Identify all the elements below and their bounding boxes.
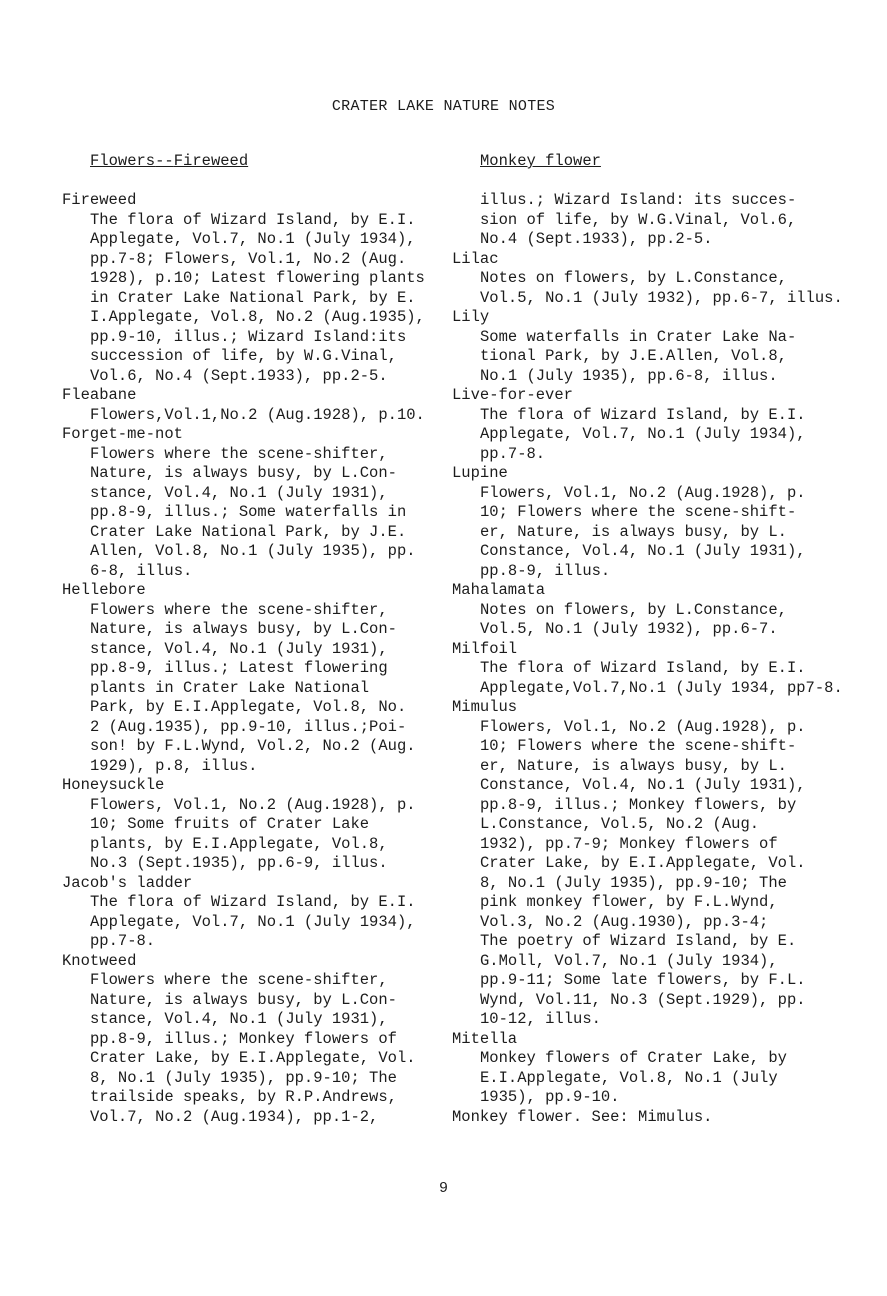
entry-term: Forget-me-not bbox=[62, 425, 183, 443]
left-column-header bbox=[90, 152, 442, 172]
entry-term: Honeysuckle bbox=[62, 776, 165, 794]
entry-body: Flowers where the scene-shifter, Nature, is always busy, by L.Con- stance, Vol.4, No.1 (July 1931), pp.8-9, illus.; Latest flowering plants in Crater Lake National Park, by E.I.Applegate, Vol.8, No. 2 (Aug.1935), pp.9-10, illus.;Poi- son! by F.L.Wynd, Vol.2, No.2 (Aug. 1929), p.8, illus. bbox=[90, 600, 416, 775]
entry-body: The flora of Wizard Island, by E.I. Applegate,Vol.7,No.1 (July 1934, pp7-8. bbox=[480, 659, 843, 697]
entry-term: Milfoil bbox=[452, 639, 518, 658]
entry-term: Knotweed bbox=[62, 951, 137, 970]
entry-term: Live-for-ever bbox=[452, 386, 573, 404]
entry-term: Mitella bbox=[452, 1029, 518, 1048]
index-entry-lily bbox=[452, 308, 847, 386]
header-separator: -- bbox=[155, 152, 174, 170]
entry-body: The flora of Wizard Island, by E.I. Applegate, Vol.7, No.1 (July 1934), pp.7-8. bbox=[480, 405, 806, 463]
entry-body: Flowers, Vol.1, No.2 (Aug.1928), p. 10; Flowers where the scene-shift- er, Nature, is always busy, by L. Constance, Vol.4, No.1 (July 1931), pp.8-9, illus. bbox=[480, 483, 806, 580]
entry-body: Flowers where the scene-shifter, Nature, is always busy, by L.Con- stance, Vol.4, No.1 (July 1931), pp.8-9, illus.; Monkey flowers of Crater Lake, by E.I.Applegate, Vol. 8, No.1 (July 1935), pp.9-10; The trailside speaks, by R.P.Andrews, Vol.7, No.2 (Aug.1934), pp.1-2, bbox=[90, 971, 416, 1126]
index-entry-hellebore bbox=[62, 581, 442, 776]
header-part-2: Fireweed bbox=[173, 152, 249, 170]
entry-term: Mimulus bbox=[452, 698, 518, 716]
entry-term: Mahalamata bbox=[452, 581, 546, 599]
index-entry-milfoil bbox=[452, 640, 847, 699]
page-title: CRATER LAKE NATURE NOTES bbox=[331, 98, 556, 115]
entry-body: Some waterfalls in Crater Lake Na- tional Park, by J.E.Allen, Vol.8, No.1 (July 1935), pp.6-8, illus. bbox=[480, 327, 797, 385]
entry-body: Flowers, Vol.1, No.2 (Aug.1928), p. 10; Some fruits of Crater Lake plants, by E.I.Applegate, Vol.8, No.3 (Sept.1935), pp.6-9, illus. bbox=[90, 795, 416, 872]
entry-term: Lily bbox=[452, 308, 490, 326]
entry-term: Lilac bbox=[452, 249, 499, 268]
entry-body: Monkey flowers of Crater Lake, by E.I.Applegate, Vol.8, No.1 (July 1935), pp.9-10. bbox=[480, 1049, 787, 1106]
entry-term: Jacob's ladder bbox=[62, 873, 193, 892]
entry-body: The flora of Wizard Island, by E.I. Applegate, Vol.7, No.1 (July 1934), pp.7-8. bbox=[90, 893, 416, 950]
index-entry-jacobs-ladder bbox=[62, 874, 442, 952]
index-entry-live-for-ever bbox=[452, 386, 847, 464]
entry-body: Flowers where the scene-shifter, Nature, is always busy, by L.Con- stance, Vol.4, No.1 (July 1931), pp.8-9, illus.; Some waterfalls in Crater Lake National Park, by J.E. Allen, Vol.8, No.1 (July 1935), pp. 6-8, illus. bbox=[90, 444, 416, 580]
index-entry-lilac bbox=[452, 250, 847, 309]
entry-body: Notes on flowers, by L.Constance, Vol.5, No.1 (July 1932), pp.6-7. bbox=[480, 600, 787, 638]
right-column-header: Monkey flower bbox=[480, 152, 601, 170]
index-entry-mahalamata bbox=[452, 581, 847, 640]
entry-term: Lupine bbox=[452, 464, 508, 482]
index-entry-mitella bbox=[452, 1030, 847, 1108]
entry-term: Monkey flower. See: Mimulus. bbox=[452, 1107, 713, 1126]
page-number: 9 bbox=[438, 1180, 448, 1197]
index-entry-lupine bbox=[452, 464, 847, 581]
index-entry-honeysuckle bbox=[62, 776, 442, 874]
entry-term: Fleabane bbox=[62, 386, 137, 404]
continuation-text: illus.; Wizard Island: its succes- sion of life, by W.G.Vinal, Vol.6, No.4 (Sept.1933), pp.2-5. bbox=[480, 191, 797, 248]
entry-term: Hellebore bbox=[62, 581, 146, 599]
entry-body: The flora of Wizard Island, by E.I. Applegate, Vol.7, No.1 (July 1934), pp.7-8; Flowers, Vol.1, No.2 (Aug. 1928), p.10; Latest flowering plants in Crater Lake National Park, by E. I.Applegate, Vol.8, No.2 (Aug.1935), pp.9-10, illus.; Wizard Island:its succession of life, by W.G.Vinal, Vol.6, No.4 (Sept.1933), pp.2-5. bbox=[90, 210, 425, 385]
entry-body: Flowers,Vol.1,No.2 (Aug.1928), p.10. bbox=[90, 405, 425, 424]
index-entry-fireweed bbox=[62, 191, 442, 386]
entry-body: Flowers, Vol.1, No.2 (Aug.1928), p. 10; Flowers where the scene-shift- er, Nature, is always busy, by L. Constance, Vol.4, No.1 (July 1931), pp.8-9, illus.; Monkey flowers, by L.Constance, Vol.5, No.2 (Aug. 1932), pp.7-9; Monkey flowers of Crater Lake, by E.I.Applegate, Vol. 8, No.1 (July 1935), pp.9-10; The pink monkey flower, by F.L.Wynd, Vol.3, No.2 (Aug.1930), pp.3-4; The poetry of Wizard Island, by E. G.Moll, Vol.7, No.1 (July 1934), pp.9-11; Some late flowers, by F.L. Wynd, Vol.11, No.3 (Sept.1929), pp. 10-12, illus. bbox=[480, 717, 806, 1028]
right-column bbox=[452, 152, 847, 1127]
index-entry-monkey-flower bbox=[452, 1108, 847, 1128]
header-part-1: Flowers bbox=[90, 152, 156, 170]
index-entry-fleabane bbox=[62, 386, 442, 425]
entry-term: Fireweed bbox=[62, 191, 137, 209]
index-entry-knotweed bbox=[62, 952, 442, 1128]
index-entry-forget-me-not bbox=[62, 425, 442, 581]
left-column bbox=[62, 152, 442, 1127]
entry-body: Notes on flowers, by L.Constance, Vol.5, No.1 (July 1932), pp.6-7, illus. bbox=[480, 269, 843, 307]
index-entry-mimulus bbox=[452, 698, 847, 1030]
